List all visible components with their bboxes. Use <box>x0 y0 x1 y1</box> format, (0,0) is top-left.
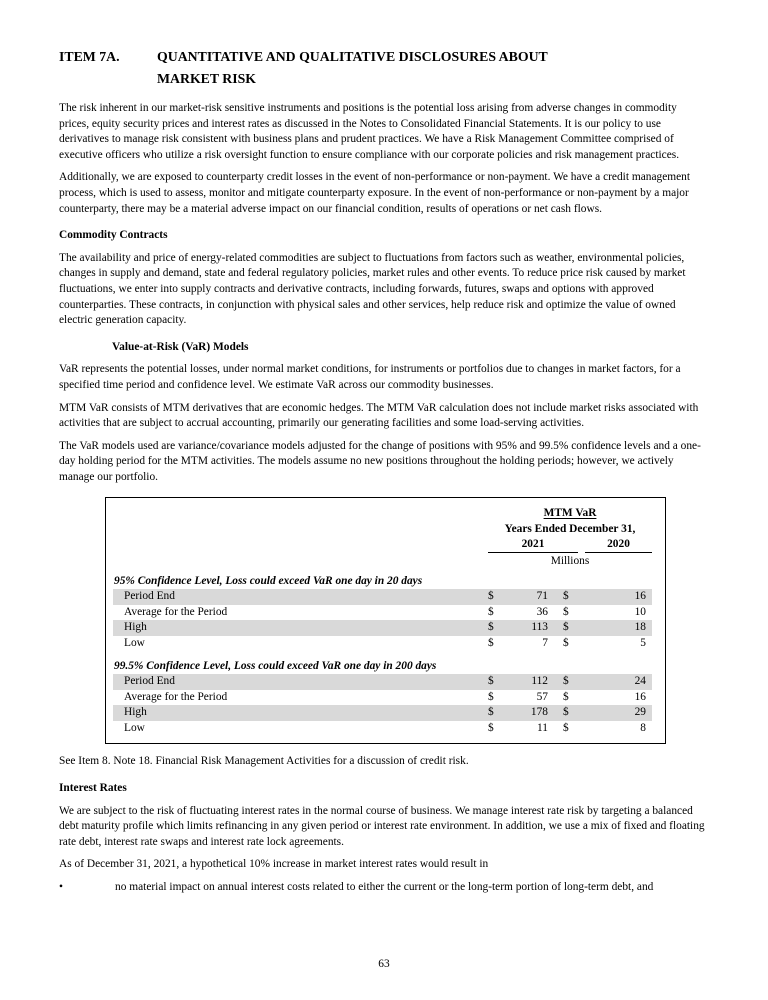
paragraph-var-3: The VaR models used are variance/covariance models adjusted for the change of positions with 95% and 99.5% confidence levels and a one-day holding period for the MTM activities. The models assume no new positions throughout the holding periods; however, we actively manage our portfolio. <box>59 439 701 483</box>
currency-symbol-2021: $ <box>488 675 494 688</box>
table-row <box>113 690 652 706</box>
table-subtitle: Years Ended December 31, <box>504 523 636 536</box>
table-group-header: 99.5% Confidence Level, Loss could exceed VaR one day in 200 days <box>114 660 437 673</box>
currency-symbol-2020: $ <box>563 621 569 634</box>
title-line-1: QUANTITATIVE AND QUALITATIVE DISCLOSURES ABOUT <box>157 49 548 64</box>
currency-symbol-2021: $ <box>488 590 494 603</box>
value-2020: 10 <box>634 605 646 618</box>
paragraph-commodity: The availability and price of energy-related commodities are subject to fluctuations from factors such as weather, environmental policies, changes in supply and demand, state and federal regulatory policies, market rules and other events. To reduce price risk caused by market fluctuations, we enter into supply contracts and derivative contracts, including forwards, futures, swaps and options with approved counterparties. These contracts, in conjunction with physical sales and other services, help reduce risk and optimize the value of owned electric generation capacity. <box>59 251 686 327</box>
bullet-item-1 <box>59 880 709 896</box>
paragraph-var-2: MTM VaR consists of MTM derivatives that are economic hedges. The MTM VaR calculation does not include market risks associated with activities that are subject to accrual accounting, primarily our generating facilities and some load-serving activities. <box>59 401 699 430</box>
currency-symbol-2020: $ <box>563 721 569 734</box>
value-2021: 71 <box>536 590 548 603</box>
value-2021: 57 <box>536 690 548 703</box>
value-2021: 178 <box>530 706 548 719</box>
table-inner <box>113 505 652 736</box>
mtm-var-table <box>105 497 666 744</box>
paragraph-interest: We are subject to the risk of fluctuating interest rates in the normal course of business. We manage interest rate risk by targeting a balanced debt maturity profile which limits refinancing in any given period or interest rate environment. In addition, we use a mix of fixed and floating rate debt, interest rate swaps and interest rate lock agreements. <box>59 804 705 848</box>
row-label: Low <box>124 721 145 734</box>
value-2020: 8 <box>640 721 646 734</box>
title-text <box>157 46 709 90</box>
currency-symbol-2021: $ <box>488 605 494 618</box>
paragraph-intro-1: The risk inherent in our market-risk sensitive instruments and positions is the potential loss arising from adverse changes in commodity prices, equity security prices and interest rates as discussed in the Notes to Consolidated Financial Statements. It is our policy to use derivatives to manage risk consistent with business plans and prudent practices. We have a Risk Management Committee comprised of executive officers who utilize a risk oversight function to ensure compliance with our corporate policies and risk management practices. <box>59 102 680 161</box>
bullet-text: no material impact on annual interest costs related to either the current or the long-term portion of long-term debt, and <box>115 881 654 894</box>
currency-symbol-2021: $ <box>488 721 494 734</box>
table-row <box>113 721 652 737</box>
page-number: 63 <box>378 958 390 970</box>
currency-symbol-2021: $ <box>488 690 494 703</box>
value-2020: 24 <box>634 675 646 688</box>
paragraph-intro-2: Additionally, we are exposed to counterparty credit losses in the event of non-performance or non-payment. We have a credit management process, which is used to assess, monitor and mitigate counterparty exposure. In the event of non-performance or non-payment by a major counterparty, there may be a material adverse impact on our financial condition, results of operations or net cash flows. <box>59 171 691 215</box>
value-2020: 16 <box>634 690 646 703</box>
currency-symbol-2020: $ <box>563 590 569 603</box>
row-label: High <box>124 706 147 719</box>
table-group-header: 95% Confidence Level, Loss could exceed VaR one day in 20 days <box>114 575 423 588</box>
currency-symbol-2020: $ <box>563 706 569 719</box>
table-year-header <box>488 537 652 553</box>
paragraph-hypothetical: As of December 31, 2021, a hypothetical 10% increase in market interest rates would result in <box>59 858 489 871</box>
paragraph-var-1: VaR represents the potential losses, under normal market conditions, for instruments or portfolios due to changes in market factors, for a specified time period and confidence level. We estimate VaR across our commodity businesses. <box>59 363 681 391</box>
value-2021: 113 <box>531 621 548 634</box>
row-label: Period End <box>124 675 175 688</box>
currency-symbol-2020: $ <box>563 605 569 618</box>
table-row <box>113 674 652 690</box>
item-number: ITEM 7A. <box>59 49 120 64</box>
table-row <box>113 589 652 605</box>
currency-symbol-2020: $ <box>563 636 569 649</box>
currency-symbol-2021: $ <box>488 621 494 634</box>
column-gap <box>578 537 585 553</box>
table-units-label: Millions <box>550 555 590 568</box>
currency-symbol-2021: $ <box>488 636 494 649</box>
value-2020: 5 <box>640 636 646 649</box>
table-title: MTM VaR <box>543 507 597 520</box>
value-2021: 7 <box>542 636 548 649</box>
column-header-2021: 2021 <box>488 537 578 553</box>
value-2021: 11 <box>537 721 548 734</box>
row-label: Period End <box>124 590 175 603</box>
see-note-text: See Item 8. Note 18. Financial Risk Management Activities for a discussion of credit risk. <box>59 755 469 768</box>
currency-symbol-2020: $ <box>563 690 569 703</box>
currency-symbol-2021: $ <box>488 706 494 719</box>
title-line-2: MARKET RISK <box>157 71 257 86</box>
column-header-2020: 2020 <box>585 537 652 553</box>
row-label: Average for the Period <box>124 605 228 618</box>
value-2021: 112 <box>531 675 548 688</box>
heading-interest-rates: Interest Rates <box>59 782 127 795</box>
value-2021: 36 <box>536 605 548 618</box>
table-row <box>113 620 652 636</box>
heading-commodity-contracts: Commodity Contracts <box>59 229 168 242</box>
table-row <box>113 705 652 721</box>
row-label: Average for the Period <box>124 690 228 703</box>
value-2020: 16 <box>634 590 646 603</box>
var-table-rows <box>113 573 652 736</box>
currency-symbol-2020: $ <box>563 675 569 688</box>
page-title <box>59 46 709 90</box>
table-row <box>113 605 652 621</box>
value-2020: 29 <box>634 706 646 719</box>
row-label: Low <box>124 636 145 649</box>
bullet-marker: • <box>59 881 63 894</box>
table-row <box>113 636 652 652</box>
row-label: High <box>124 621 147 634</box>
heading-var-models: Value-at-Risk (VaR) Models <box>112 340 249 353</box>
value-2020: 18 <box>634 621 646 634</box>
